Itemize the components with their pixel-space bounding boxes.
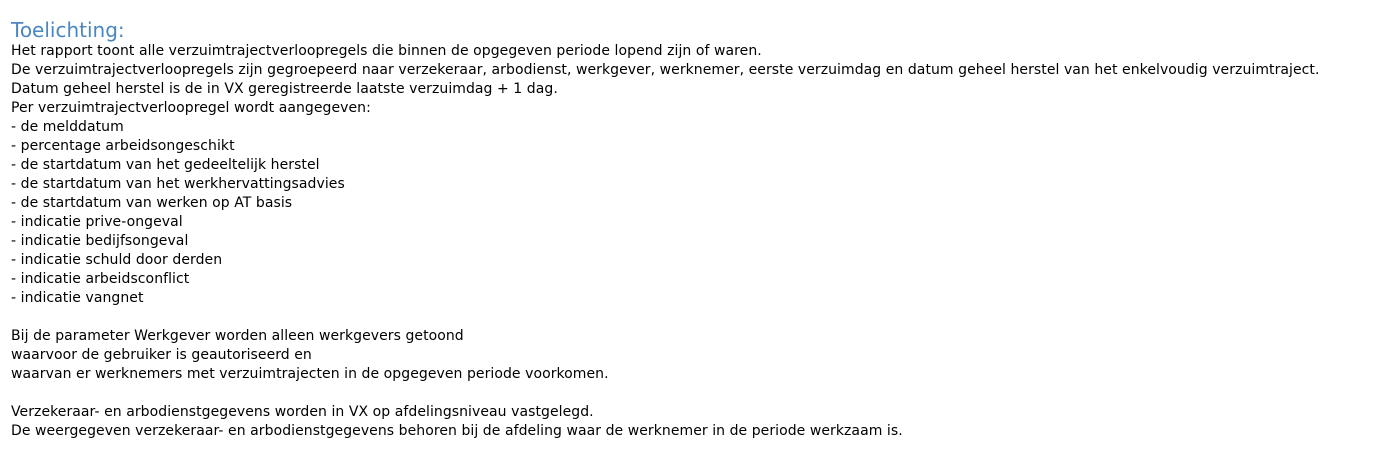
list-item: - percentage arbeidsongeschikt xyxy=(11,138,235,154)
list-item: - indicatie schuld door derden xyxy=(11,252,223,268)
spacer xyxy=(11,384,1386,403)
list-item: - de melddatum xyxy=(11,119,124,135)
note-line: waarvoor de gebruiker is geautoriseerd en xyxy=(11,347,312,363)
werkgever-note xyxy=(11,327,1386,384)
list-item: - de startdatum van het werkhervattingsadvies xyxy=(11,176,345,192)
spacer xyxy=(11,308,1386,327)
list-item: - indicatie prive-ongeval xyxy=(11,214,183,230)
explanation-panel xyxy=(11,18,1386,441)
note-line: waarvan er werknemers met verzuimtrajecten in de opgegeven periode voorkomen. xyxy=(11,366,609,382)
intro-line: Het rapport toont alle verzuimtrajectverloopregels die binnen de opgegeven periode lopend zijn of waren. xyxy=(11,43,762,59)
explanation-title: Toelichting: xyxy=(11,18,125,42)
field-list xyxy=(11,118,1386,308)
list-item: - indicatie vangnet xyxy=(11,290,144,306)
verzekeraar-note xyxy=(11,403,1386,441)
list-item: - de startdatum van werken op AT basis xyxy=(11,195,293,211)
note-line: Bij de parameter Werkgever worden alleen werkgevers getoond xyxy=(11,328,464,344)
intro-line: Per verzuimtrajectverloopregel wordt aangegeven: xyxy=(11,100,371,116)
list-item: - indicatie bedijfsongeval xyxy=(11,233,189,249)
intro-section xyxy=(11,42,1386,118)
note-line: Verzekeraar- en arbodienstgegevens worden in VX op afdelingsniveau vastgelegd. xyxy=(11,404,594,420)
note-line: De weergegeven verzekeraar- en arbodienstgegevens behoren bij de afdeling waar de werknemer in de periode werkzaam is. xyxy=(11,423,903,439)
intro-line: De verzuimtrajectverloopregels zijn gegroepeerd naar verzekeraar, arbodienst, werkgever, werknemer, eerste verzuimdag en datum geheel herstel van het enkelvoudig verzuimtraject. xyxy=(11,62,1320,78)
intro-line: Datum geheel herstel is de in VX geregistreerde laatste verzuimdag + 1 dag. xyxy=(11,81,558,97)
list-item: - de startdatum van het gedeeltelijk herstel xyxy=(11,157,320,173)
list-item: - indicatie arbeidsconflict xyxy=(11,271,190,287)
